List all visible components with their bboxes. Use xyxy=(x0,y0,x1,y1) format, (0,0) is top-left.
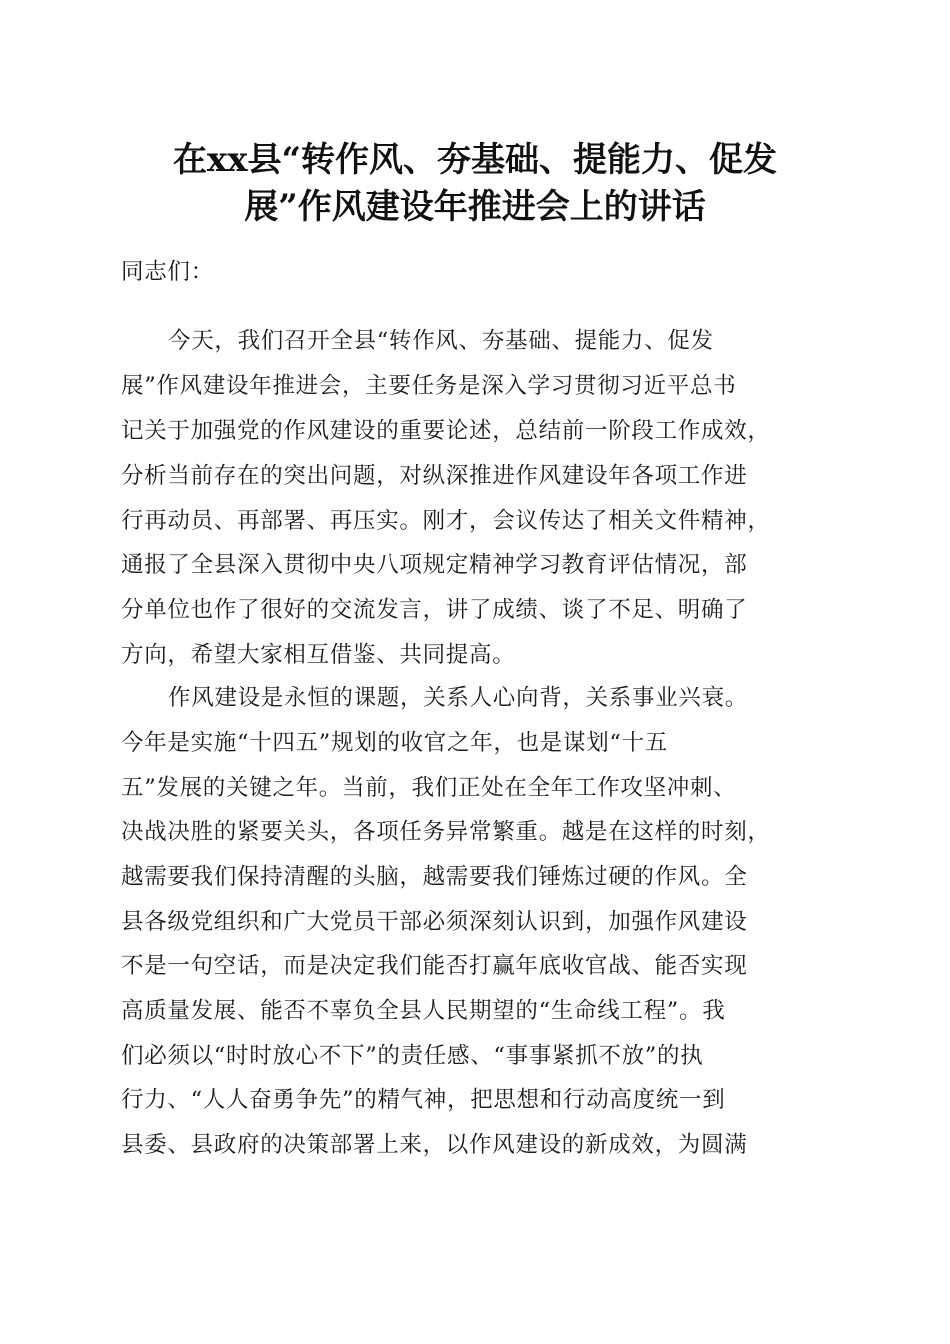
document-title-line-1: 在xx县“转作风、夯基础、提能力、促发 xyxy=(172,140,778,180)
paragraph-1-line-6: 通报了全县深入贯彻中央八项规定精神学习教育评估情况，部 xyxy=(121,552,748,578)
paragraph-2-line-9: 们必须以“时时放心不下”的责任感、“事事紧抓不放”的执 xyxy=(121,1043,704,1069)
paragraph-2-line-3: 五”发展的关键之年。当前，我们正处在全年工作攻坚冲刺、 xyxy=(121,775,737,801)
paragraph-2-line-2: 今年是实施“十四五”规划的收官之年，也是谋划“十五 xyxy=(121,730,669,756)
paragraph-2-line-8: 高质量发展、能否不辜负全县人民期望的“生命线工程”。我 xyxy=(121,998,726,1024)
paragraph-1-line-1: 今天，我们召开全县“转作风、夯基础、提能力、促发 xyxy=(168,328,714,354)
paragraph-2-line-6: 县各级党组织和广大党员干部必须深刻认识到，加强作风建设 xyxy=(121,909,748,935)
document-title-line-2: 展”作风建设年推进会上的讲话 xyxy=(244,187,706,227)
paragraph-2-line-10: 行力、“人人奋勇争先”的精气神，把思想和行动高度统一到 xyxy=(121,1087,726,1113)
paragraph-1-line-5: 行再动员、再部署、再压实。刚才，会议传达了相关文件精神， xyxy=(121,508,771,534)
paragraph-2-line-4: 决战决胜的紧要关头，各项任务异常繁重。越是在这样的时刻， xyxy=(121,819,771,845)
paragraph-2-line-11: 县委、县政府的决策部署上来，以作风建设的新成效，为圆满 xyxy=(121,1132,748,1158)
paragraph-1-line-7: 分单位也作了很好的交流发言，讲了成绩、谈了不足、明确了 xyxy=(121,597,748,623)
paragraph-1-line-3: 记关于加强党的作风建设的重要论述，总结前一阶段工作成效， xyxy=(121,418,771,444)
paragraph-1-line-4: 分析当前存在的突出问题，对纵深推进作风建设年各项工作进 xyxy=(121,463,748,489)
paragraph-2-line-1: 作风建设是永恒的课题，关系人心向背，关系事业兴衰。 xyxy=(168,685,749,711)
paragraph-1-line-2: 展”作风建设年推进会，主要任务是深入学习贯彻习近平总书 xyxy=(121,373,737,399)
paragraph-2-line-7: 不是一句空话，而是决定我们能否打赢年底收官战、能否实现 xyxy=(121,953,748,979)
paragraph-2-line-5: 越需要我们保持清醒的头脑，越需要我们锤炼过硬的作风。全 xyxy=(121,864,748,890)
paragraph-1-line-8: 方向，希望大家相互借鉴、共同提高。 xyxy=(121,642,516,668)
greeting: 同志们： xyxy=(121,259,214,285)
